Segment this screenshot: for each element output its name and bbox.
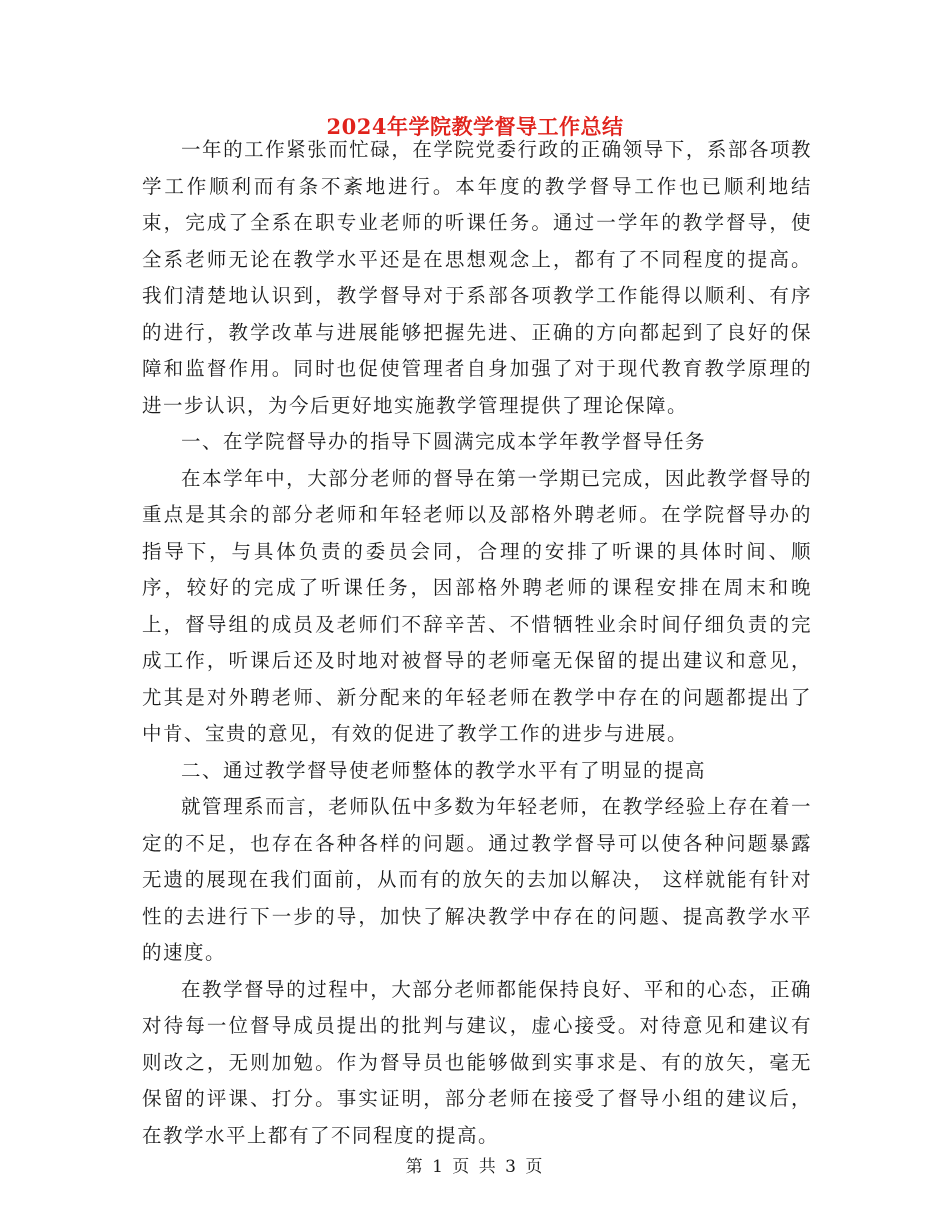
paragraph-intro: 一年的工作紧张而忙碌，在学院党委行政的正确领导下，系部各项教学工作顺利而有条不紊地进行。本年度的教学督导工作也已顺利地结束，完成了全系在职专业老师的听课任务。通过一学年的教学督导，使全系老师无论在教学水平还是在思想观念上，都有了不同程度的提高。我们清楚地认识到，教学督导对于系部各项教学工作能得以顺利、有序的进行，教学改革与进展能够把握先进、正确的方向都起到了良好的保障和监督作用。同时也促使管理者自身加强了对于现代教育教学原理的进一步认识，为今后更好地实施教学管理提供了理论保障。 <box>142 138 812 417</box>
paragraph-section-2a: 就管理系而言，老师队伍中多数为年轻老师，在教学经验上存在着一定的不足，也存在各种各样的问题。通过教学督导可以使各种问题暴露无遗的展现在我们面前，从而有的放矢的去加以解决， 这样就能有针对性的去进行下一步的导，加快了解决教学中存在的问题、提高教学水平的速度。 <box>142 795 812 964</box>
document-title: 2024年学院教学督导工作总结 <box>326 114 624 139</box>
section-heading-1: 一、在学院督导办的指导下圆满完成本学年教学督导任务 <box>181 430 707 453</box>
paragraph-section-2b: 在教学督导的过程中，大部分老师都能保持良好、平和的心态，正确对待每一位督导成员提出的批判与建议，虚心接受。对待意见和建议有则改之，无则加勉。作为督导员也能够做到实事求是、有的放矢，毫无保留的评课、打分。事实证明，部分老师在接受了督导小组的建议后，在教学水平上都有了不同程度的提高。 <box>142 977 812 1147</box>
page-number-footer: 第 1 页 共 3 页 <box>405 1157 545 1177</box>
document-body <box>142 132 812 1154</box>
section-heading-2: 二、通过教学督导使老师整体的教学水平有了明显的提高 <box>181 758 707 782</box>
paragraph-section-1: 在本学年中，大部分老师的督导在第一学期已完成，因此教学督导的重点是其余的部分老师和年轻老师以及部格外聘老师。在学院督导办的指导下，与具体负责的委员会同，合理的安排了听课的具体时间、顺序，较好的完成了听课任务，因部格外聘老师的课程安排在周末和晚上，督导组的成员及老师们不辞辛苦、不惜牺牲业余时间仔细负责的完成工作，听课后还及时地对被督导的老师毫无保留的提出建议和意见，尤其是对外聘老师、新分配来的年轻老师在教学中存在的问题都提出了中肯、宝贵的意见，有效的促进了教学工作的进步与进展。 <box>142 466 812 745</box>
